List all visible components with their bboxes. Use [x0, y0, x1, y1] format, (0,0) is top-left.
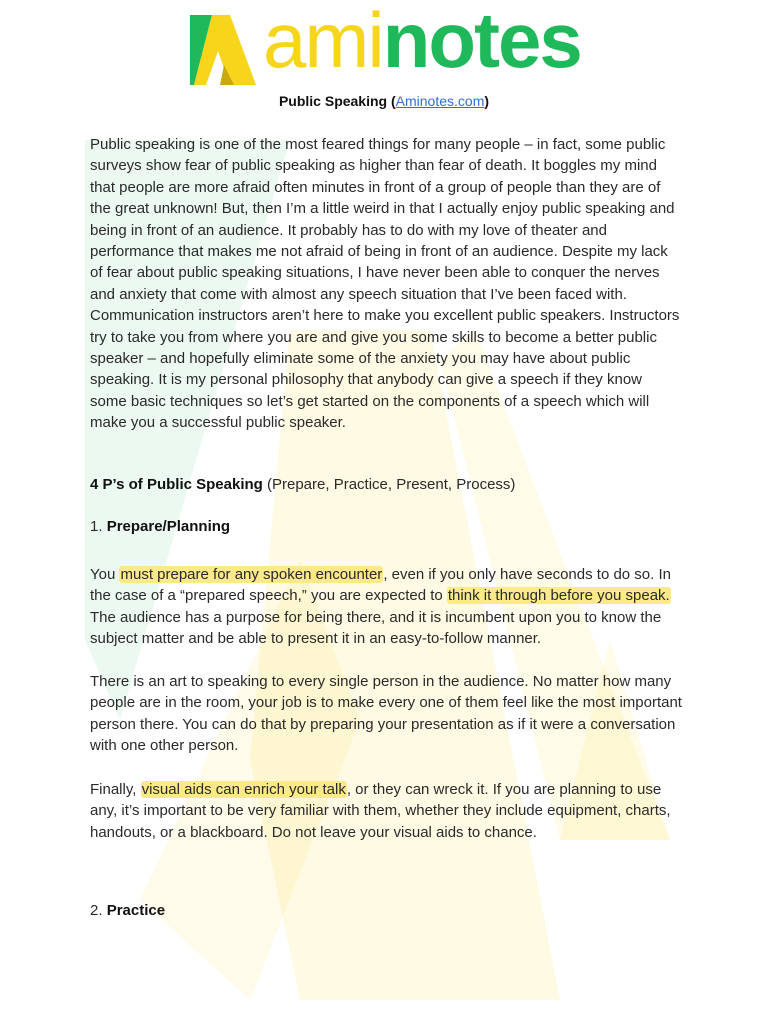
p1-text-a: You: [90, 566, 120, 583]
p1-text-b: , even if you only have seconds to do so. In the case of a “prepared speech,” you are expected to: [90, 566, 671, 605]
highlight-think-it-through: think it through before you speak.: [447, 587, 670, 605]
title-text: Public Speaking: [278, 93, 388, 109]
section-2-title: Practice: [106, 902, 166, 919]
document-title: [0, 93, 768, 109]
p3-text-b: , or they can wreck it. If you are planning to use any, it’s important to be very familiar with them, whether they include equipment, charts, handouts, or a blackboard. Do not leave your visual aids to chance.: [90, 781, 671, 841]
aminotes-link[interactable]: Aminotes.com: [395, 93, 485, 109]
intro-paragraph-block: [90, 134, 682, 434]
brand-header: [0, 0, 768, 90]
section-1-number: 1.: [90, 518, 107, 535]
section-2-number: 2.: [90, 902, 107, 919]
four-ps-heading: [90, 476, 515, 493]
section-1-title: Prepare/Planning: [106, 518, 231, 535]
section-2-heading: [90, 902, 165, 919]
prepare-paragraph-3: [90, 779, 682, 843]
title-close-paren: ): [484, 93, 490, 109]
title-open-paren: (: [387, 93, 396, 109]
p3-text-a: Finally,: [90, 781, 141, 798]
p2-text: There is an art to speaking to every single person in the audience. No matter how many people are in the room, your job is to make every one of them feel like the most important person there. You can do that by preparing your presentation as if it were a conversation with one other person.: [90, 673, 682, 755]
brand-name-part1: ami: [263, 0, 383, 84]
prepare-paragraph-1: [90, 564, 682, 650]
four-ps-bold: 4 P’s of Public Speaking: [90, 476, 263, 493]
intro-paragraph: Public speaking is one of the most feared things for many people – in fact, some public surveys show fear of public speaking as higher than fear of death. It boggles my mind that people are more afraid often minutes in front of a group of people than they are of the great unknown! But, then I’m a little weird in that I actually enjoy public speaking and being in front of an audience. It probably has to do with my love of theater and performance that makes me not afraid of being in front of an audience. Despite my lack of fear about public speaking situations, I have never been able to conquer the nerves and anxiety that come with almost any speech situation that I’ve been faced with. Communication instructors aren’t here to make you excellent public speakers. Instructors try to take you from where you are and give you some skills to become a better public speaker – and hopefully eliminate some of the anxiety you may have about public speaking. It is my personal philosophy that anybody can give a speech if they know some basic techniques so let’s get started on the components of a speech which will make you a successful public speaker.: [90, 136, 680, 432]
highlight-visual-aids: visual aids can enrich your talk: [141, 781, 346, 798]
brand-wordmark: [263, 0, 581, 84]
prepare-paragraph-2: [90, 671, 682, 757]
p1-text-c: The audience has a purpose for being there, and it is incumbent upon you to know the subject matter and be able to present it in an easy-to-follow manner.: [90, 608, 662, 648]
aminotes-logo-icon: [190, 13, 256, 85]
four-ps-rest: (Prepare, Practice, Present, Process): [262, 476, 516, 493]
brand-name-part2: notes: [382, 0, 581, 84]
section-1-heading: [90, 518, 230, 535]
highlight-must-prepare: must prepare for any spoken encounter: [120, 566, 383, 583]
